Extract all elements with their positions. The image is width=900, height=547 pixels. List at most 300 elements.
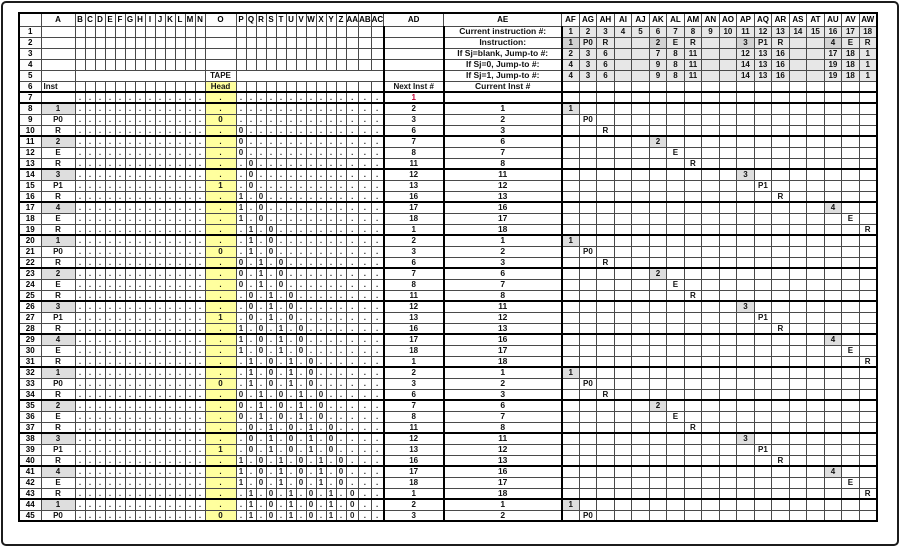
mark-cell-AS36[interactable] xyxy=(789,411,807,422)
mark-cell-AM31[interactable] xyxy=(684,356,702,367)
mark-cell-AS24[interactable] xyxy=(789,279,807,290)
tape-cell-C10[interactable]: . xyxy=(85,125,95,136)
current-inst-cell-AE11[interactable]: 6 xyxy=(444,136,562,147)
mark-cell-AP16[interactable] xyxy=(737,191,755,202)
tape-cell-Y16[interactable]: . xyxy=(326,191,336,202)
cell-C2[interactable] xyxy=(85,37,95,48)
mark-cell-AF20[interactable]: 1 xyxy=(562,235,580,246)
mark-cell-AS39[interactable] xyxy=(789,444,807,455)
tape-cell-F25[interactable]: . xyxy=(115,290,125,301)
tape-cell-M24[interactable]: . xyxy=(185,279,195,290)
mark-cell-AG25[interactable] xyxy=(579,290,597,301)
mark-cell-AR8[interactable] xyxy=(772,103,790,114)
next-inst-cell-AD32[interactable]: 2 xyxy=(384,367,444,378)
tape-cell-W31[interactable]: 0 xyxy=(306,356,316,367)
tape-cell-C17[interactable]: . xyxy=(85,202,95,213)
mark-cell-AI9[interactable] xyxy=(614,114,632,125)
mark-cell-AK37[interactable] xyxy=(649,422,667,433)
tape-cell-G35[interactable]: . xyxy=(125,400,135,411)
tape-cell-T24[interactable]: 0 xyxy=(276,279,286,290)
tape-cell-P36[interactable]: 0 xyxy=(236,411,246,422)
mark-cell-AJ7[interactable] xyxy=(632,92,650,103)
mark-cell-AV18[interactable]: E xyxy=(842,213,860,224)
mark-cell-AO45[interactable] xyxy=(719,510,737,521)
tape-cell-W21[interactable]: . xyxy=(306,246,316,257)
cell-L2[interactable] xyxy=(175,37,185,48)
cell-AU6[interactable] xyxy=(824,81,842,92)
mark-cell-AK36[interactable] xyxy=(649,411,667,422)
mark-cell-AI26[interactable] xyxy=(614,301,632,312)
mark-cell-AN29[interactable] xyxy=(702,334,720,345)
row-header-11[interactable]: 11 xyxy=(19,136,41,147)
head-cell-O30[interactable]: . xyxy=(205,345,236,356)
tape-cell-P11[interactable]: 0 xyxy=(236,136,246,147)
mark-cell-AT38[interactable] xyxy=(807,433,825,444)
cell-U1[interactable] xyxy=(286,26,296,37)
tape-cell-Y43[interactable]: 1 xyxy=(326,488,336,499)
tape-cell-W20[interactable]: . xyxy=(306,235,316,246)
row-header-33[interactable]: 33 xyxy=(19,378,41,389)
mark-cell-AJ8[interactable] xyxy=(632,103,650,114)
mark-cell-AV32[interactable] xyxy=(842,367,860,378)
tape-cell-N35[interactable]: . xyxy=(195,400,205,411)
tape-cell-D18[interactable]: . xyxy=(95,213,105,224)
mark-cell-AK8[interactable] xyxy=(649,103,667,114)
current-inst-cell-AE29[interactable]: 16 xyxy=(444,334,562,345)
tape-cell-H27[interactable]: . xyxy=(135,312,145,323)
mark-cell-AV29[interactable] xyxy=(842,334,860,345)
tape-cell-P14[interactable]: . xyxy=(236,169,246,180)
head-cell-O15[interactable]: 1 xyxy=(205,180,236,191)
tape-cell-N39[interactable]: . xyxy=(195,444,205,455)
tape-cell-C22[interactable]: . xyxy=(85,257,95,268)
mark-cell-AI45[interactable] xyxy=(614,510,632,521)
mark-cell-AI41[interactable] xyxy=(614,466,632,477)
tape-cell-W8[interactable]: . xyxy=(306,103,316,114)
tape-cell-L42[interactable]: . xyxy=(175,477,185,488)
mark-cell-AW41[interactable] xyxy=(859,466,877,477)
tape-cell-W41[interactable]: . xyxy=(306,466,316,477)
tape-cell-J42[interactable]: . xyxy=(155,477,165,488)
col-header-B[interactable]: B xyxy=(75,13,85,26)
tape-cell-P39[interactable]: . xyxy=(236,444,246,455)
mark-cell-AI27[interactable] xyxy=(614,312,632,323)
tape-cell-T14[interactable]: . xyxy=(276,169,286,180)
tape-cell-AB9[interactable]: . xyxy=(359,114,372,125)
tape-cell-D32[interactable]: . xyxy=(95,367,105,378)
mark-cell-AF13[interactable] xyxy=(562,158,580,169)
col-header-AW[interactable]: AW xyxy=(859,13,877,26)
tape-cell-C40[interactable]: . xyxy=(85,455,95,466)
cell-AA4[interactable] xyxy=(346,59,359,70)
head-cell-O22[interactable]: . xyxy=(205,257,236,268)
tape-cell-E28[interactable]: . xyxy=(105,323,115,334)
mark-cell-AW39[interactable] xyxy=(859,444,877,455)
tape-cell-L39[interactable]: . xyxy=(175,444,185,455)
tape-cell-AA34[interactable]: . xyxy=(346,389,359,400)
mark-cell-AH30[interactable] xyxy=(597,345,615,356)
mark-cell-AQ39[interactable]: P1 xyxy=(754,444,772,455)
tape-cell-T37[interactable]: . xyxy=(276,422,286,433)
tape-cell-G33[interactable]: . xyxy=(125,378,135,389)
mark-cell-AU42[interactable] xyxy=(824,477,842,488)
tape-cell-H8[interactable]: . xyxy=(135,103,145,114)
tape-cell-I38[interactable]: . xyxy=(145,433,155,444)
cell-M1[interactable] xyxy=(185,26,195,37)
tape-cell-I41[interactable]: . xyxy=(145,466,155,477)
mark-cell-AM24[interactable] xyxy=(684,279,702,290)
cell-Z3[interactable] xyxy=(336,48,346,59)
mark-cell-AP8[interactable] xyxy=(737,103,755,114)
tape-cell-Z29[interactable]: . xyxy=(336,334,346,345)
mark-cell-AW20[interactable] xyxy=(859,235,877,246)
cell-J3[interactable] xyxy=(155,48,165,59)
tape-cell-I14[interactable]: . xyxy=(145,169,155,180)
mark-cell-AR20[interactable] xyxy=(772,235,790,246)
mark-cell-AO17[interactable] xyxy=(719,202,737,213)
mark-cell-AO44[interactable] xyxy=(719,499,737,510)
tape-cell-K41[interactable]: . xyxy=(165,466,175,477)
cell-L1[interactable] xyxy=(175,26,185,37)
col-header-AO[interactable]: AO xyxy=(719,13,737,26)
tape-cell-T34[interactable]: 0 xyxy=(276,389,286,400)
mark-cell-AS45[interactable] xyxy=(789,510,807,521)
tape-cell-B22[interactable]: . xyxy=(75,257,85,268)
mark-cell-AS17[interactable] xyxy=(789,202,807,213)
mark-cell-AH35[interactable] xyxy=(597,400,615,411)
tape-cell-D39[interactable]: . xyxy=(95,444,105,455)
mark-cell-AW22[interactable] xyxy=(859,257,877,268)
mark-cell-AO39[interactable] xyxy=(719,444,737,455)
cell-AG4[interactable]: 3 xyxy=(579,59,597,70)
mark-cell-AQ44[interactable] xyxy=(754,499,772,510)
mark-cell-AJ35[interactable] xyxy=(632,400,650,411)
mark-cell-AK44[interactable] xyxy=(649,499,667,510)
mark-cell-AS10[interactable] xyxy=(789,125,807,136)
tape-cell-F18[interactable]: . xyxy=(115,213,125,224)
mark-cell-AR35[interactable] xyxy=(772,400,790,411)
tape-cell-G34[interactable]: . xyxy=(125,389,135,400)
mark-cell-AT45[interactable] xyxy=(807,510,825,521)
row-header-28[interactable]: 28 xyxy=(19,323,41,334)
cell-AL1[interactable]: 7 xyxy=(667,26,685,37)
tape-cell-Q7[interactable]: . xyxy=(246,92,256,103)
cell-AG6[interactable] xyxy=(579,81,597,92)
mark-cell-AP12[interactable] xyxy=(737,147,755,158)
tape-cell-N38[interactable]: . xyxy=(195,433,205,444)
head-cell-O16[interactable]: . xyxy=(205,191,236,202)
tape-cell-K37[interactable]: . xyxy=(165,422,175,433)
mark-cell-AQ33[interactable] xyxy=(754,378,772,389)
tape-cell-I32[interactable]: . xyxy=(145,367,155,378)
row-header-42[interactable]: 42 xyxy=(19,477,41,488)
tape-cell-Q32[interactable]: 1 xyxy=(246,367,256,378)
col-header-V[interactable]: V xyxy=(296,13,306,26)
mark-cell-AF11[interactable] xyxy=(562,136,580,147)
cell-Q3[interactable] xyxy=(246,48,256,59)
mark-cell-AO21[interactable] xyxy=(719,246,737,257)
mark-cell-AK39[interactable] xyxy=(649,444,667,455)
mark-cell-AO33[interactable] xyxy=(719,378,737,389)
mark-cell-AV44[interactable] xyxy=(842,499,860,510)
tape-cell-I9[interactable]: . xyxy=(145,114,155,125)
tape-cell-Z19[interactable]: . xyxy=(336,224,346,235)
col-header-AV[interactable]: AV xyxy=(842,13,860,26)
tape-cell-S34[interactable]: . xyxy=(266,389,276,400)
mark-cell-AV9[interactable] xyxy=(842,114,860,125)
mark-cell-AI15[interactable] xyxy=(614,180,632,191)
tape-cell-T13[interactable]: . xyxy=(276,158,286,169)
tape-cell-J19[interactable]: . xyxy=(155,224,165,235)
mark-cell-AL21[interactable] xyxy=(667,246,685,257)
mark-cell-AM15[interactable] xyxy=(684,180,702,191)
mark-cell-AP22[interactable] xyxy=(737,257,755,268)
row-header-14[interactable]: 14 xyxy=(19,169,41,180)
tape-cell-F30[interactable]: . xyxy=(115,345,125,356)
current-inst-cell-AE17[interactable]: 16 xyxy=(444,202,562,213)
mark-cell-AL35[interactable] xyxy=(667,400,685,411)
mark-cell-AU14[interactable] xyxy=(824,169,842,180)
mark-cell-AK42[interactable] xyxy=(649,477,667,488)
mark-cell-AL19[interactable] xyxy=(667,224,685,235)
mark-cell-AO13[interactable] xyxy=(719,158,737,169)
mark-cell-AS21[interactable] xyxy=(789,246,807,257)
row-header-5[interactable]: 5 xyxy=(19,70,41,81)
tape-cell-U8[interactable]: . xyxy=(286,103,296,114)
tape-cell-Y11[interactable]: . xyxy=(326,136,336,147)
mark-cell-AM30[interactable] xyxy=(684,345,702,356)
cell-AB6[interactable] xyxy=(359,81,372,92)
tape-cell-S21[interactable]: 0 xyxy=(266,246,276,257)
tape-cell-AC28[interactable]: . xyxy=(371,323,384,334)
tape-cell-V42[interactable]: 0 xyxy=(296,477,306,488)
tape-cell-L16[interactable]: . xyxy=(175,191,185,202)
tape-cell-M34[interactable]: . xyxy=(185,389,195,400)
head-cell-O34[interactable]: . xyxy=(205,389,236,400)
mark-cell-AG13[interactable] xyxy=(579,158,597,169)
tape-cell-F38[interactable]: . xyxy=(115,433,125,444)
mark-cell-AN42[interactable] xyxy=(702,477,720,488)
tape-cell-U14[interactable]: . xyxy=(286,169,296,180)
tape-cell-N19[interactable]: . xyxy=(195,224,205,235)
cell-AA2[interactable] xyxy=(346,37,359,48)
cell-AB4[interactable] xyxy=(359,59,372,70)
tape-cell-Y7[interactable]: . xyxy=(326,92,336,103)
tape-cell-AC20[interactable]: . xyxy=(371,235,384,246)
tape-cell-K20[interactable]: . xyxy=(165,235,175,246)
cell-AF2[interactable]: 1 xyxy=(562,37,580,48)
mark-cell-AJ9[interactable] xyxy=(632,114,650,125)
tape-cell-AA18[interactable]: . xyxy=(346,213,359,224)
tape-cell-V44[interactable]: . xyxy=(296,499,306,510)
tape-cell-L44[interactable]: . xyxy=(175,499,185,510)
tape-cell-D14[interactable]: . xyxy=(95,169,105,180)
mark-cell-AI42[interactable] xyxy=(614,477,632,488)
mark-cell-AR32[interactable] xyxy=(772,367,790,378)
tape-cell-E10[interactable]: . xyxy=(105,125,115,136)
tape-cell-X29[interactable]: . xyxy=(316,334,326,345)
next-inst-cell-AD41[interactable]: 17 xyxy=(384,466,444,477)
tape-cell-L9[interactable]: . xyxy=(175,114,185,125)
mark-cell-AQ42[interactable] xyxy=(754,477,772,488)
cell-AO2[interactable] xyxy=(719,37,737,48)
tape-cell-W23[interactable]: . xyxy=(306,268,316,279)
tape-cell-AC12[interactable]: . xyxy=(371,147,384,158)
tape-cell-T45[interactable]: . xyxy=(276,510,286,521)
cell-Y2[interactable] xyxy=(326,37,336,48)
mark-cell-AN15[interactable] xyxy=(702,180,720,191)
head-cell-O43[interactable]: . xyxy=(205,488,236,499)
mark-cell-AW11[interactable] xyxy=(859,136,877,147)
mark-cell-AG33[interactable]: P0 xyxy=(579,378,597,389)
inst-cell-A23[interactable]: 2 xyxy=(41,268,75,279)
mark-cell-AH25[interactable] xyxy=(597,290,615,301)
tape-cell-M35[interactable]: . xyxy=(185,400,195,411)
tape-cell-U22[interactable]: . xyxy=(286,257,296,268)
next-inst-cell-AD39[interactable]: 13 xyxy=(384,444,444,455)
tape-cell-P9[interactable]: . xyxy=(236,114,246,125)
tape-cell-Q28[interactable]: . xyxy=(246,323,256,334)
tape-cell-R23[interactable]: 1 xyxy=(256,268,266,279)
tape-cell-U43[interactable]: 1 xyxy=(286,488,296,499)
tape-cell-R42[interactable]: 0 xyxy=(256,477,266,488)
mark-cell-AF32[interactable]: 1 xyxy=(562,367,580,378)
mark-cell-AP11[interactable] xyxy=(737,136,755,147)
cell-AC4[interactable] xyxy=(371,59,384,70)
mark-cell-AP9[interactable] xyxy=(737,114,755,125)
tape-cell-Q27[interactable]: 0 xyxy=(246,312,256,323)
cell-H2[interactable] xyxy=(135,37,145,48)
cell-S2[interactable] xyxy=(266,37,276,48)
tape-cell-U36[interactable]: . xyxy=(286,411,296,422)
tape-cell-L40[interactable]: . xyxy=(175,455,185,466)
tape-cell-L32[interactable]: . xyxy=(175,367,185,378)
cell-F1[interactable] xyxy=(115,26,125,37)
tape-cell-D34[interactable]: . xyxy=(95,389,105,400)
mark-cell-AF44[interactable]: 1 xyxy=(562,499,580,510)
mark-cell-AW18[interactable] xyxy=(859,213,877,224)
cell-O3[interactable] xyxy=(205,48,236,59)
tape-cell-R19[interactable]: . xyxy=(256,224,266,235)
tape-cell-Z11[interactable]: . xyxy=(336,136,346,147)
inst-cell-A32[interactable]: 1 xyxy=(41,367,75,378)
tape-cell-AC17[interactable]: . xyxy=(371,202,384,213)
tape-cell-H31[interactable]: . xyxy=(135,356,145,367)
cell-K3[interactable] xyxy=(165,48,175,59)
next-inst-cell-AD13[interactable]: 11 xyxy=(384,158,444,169)
tape-cell-X33[interactable]: . xyxy=(316,378,326,389)
tape-cell-S40[interactable]: . xyxy=(266,455,276,466)
tape-cell-X31[interactable]: . xyxy=(316,356,326,367)
mark-cell-AV43[interactable] xyxy=(842,488,860,499)
mark-cell-AO31[interactable] xyxy=(719,356,737,367)
mark-cell-AN34[interactable] xyxy=(702,389,720,400)
tape-cell-F41[interactable]: . xyxy=(115,466,125,477)
mark-cell-AO24[interactable] xyxy=(719,279,737,290)
cell-Z4[interactable] xyxy=(336,59,346,70)
tape-cell-AA42[interactable]: . xyxy=(346,477,359,488)
tape-cell-M36[interactable]: . xyxy=(185,411,195,422)
tape-cell-U21[interactable]: . xyxy=(286,246,296,257)
cell-J4[interactable] xyxy=(155,59,165,70)
inst-cell-A17[interactable]: 4 xyxy=(41,202,75,213)
mark-cell-AM40[interactable] xyxy=(684,455,702,466)
cell-AN6[interactable] xyxy=(702,81,720,92)
mark-cell-AQ18[interactable] xyxy=(754,213,772,224)
tape-cell-AA21[interactable]: . xyxy=(346,246,359,257)
mark-cell-AI16[interactable] xyxy=(614,191,632,202)
tape-cell-B27[interactable]: . xyxy=(75,312,85,323)
mark-cell-AG27[interactable] xyxy=(579,312,597,323)
mark-cell-AH28[interactable] xyxy=(597,323,615,334)
mark-cell-AU38[interactable] xyxy=(824,433,842,444)
tape-cell-X13[interactable]: . xyxy=(316,158,326,169)
tape-cell-S23[interactable]: . xyxy=(266,268,276,279)
tape-cell-S9[interactable]: . xyxy=(266,114,276,125)
tape-cell-J17[interactable]: . xyxy=(155,202,165,213)
mark-cell-AK10[interactable] xyxy=(649,125,667,136)
tape-cell-B34[interactable]: . xyxy=(75,389,85,400)
mark-cell-AN26[interactable] xyxy=(702,301,720,312)
mark-cell-AF19[interactable] xyxy=(562,224,580,235)
mark-cell-AM41[interactable] xyxy=(684,466,702,477)
tape-cell-D11[interactable]: . xyxy=(95,136,105,147)
cell-F6[interactable] xyxy=(115,81,125,92)
tape-cell-H9[interactable]: . xyxy=(135,114,145,125)
tape-cell-N31[interactable]: . xyxy=(195,356,205,367)
tape-cell-H32[interactable]: . xyxy=(135,367,145,378)
mark-cell-AK24[interactable] xyxy=(649,279,667,290)
tape-cell-P38[interactable]: . xyxy=(236,433,246,444)
cell-V3[interactable] xyxy=(296,48,306,59)
next-inst-cell-AD14[interactable]: 12 xyxy=(384,169,444,180)
cell-AN2[interactable] xyxy=(702,37,720,48)
mark-cell-AO14[interactable] xyxy=(719,169,737,180)
mark-cell-AK19[interactable] xyxy=(649,224,667,235)
mark-cell-AK29[interactable] xyxy=(649,334,667,345)
mark-cell-AV35[interactable] xyxy=(842,400,860,411)
mark-cell-AO37[interactable] xyxy=(719,422,737,433)
cell-H6[interactable] xyxy=(135,81,145,92)
cell-M6[interactable] xyxy=(185,81,195,92)
tape-cell-C44[interactable]: . xyxy=(85,499,95,510)
tape-cell-E18[interactable]: . xyxy=(105,213,115,224)
tape-cell-AC44[interactable]: . xyxy=(371,499,384,510)
mark-cell-AQ22[interactable] xyxy=(754,257,772,268)
next-inst-cell-AD9[interactable]: 3 xyxy=(384,114,444,125)
tape-cell-AB17[interactable]: . xyxy=(359,202,372,213)
mark-cell-AK34[interactable] xyxy=(649,389,667,400)
tape-cell-AB35[interactable]: . xyxy=(359,400,372,411)
tape-cell-D43[interactable]: . xyxy=(95,488,105,499)
mark-cell-AU12[interactable] xyxy=(824,147,842,158)
mark-cell-AS9[interactable] xyxy=(789,114,807,125)
mark-cell-AN24[interactable] xyxy=(702,279,720,290)
cell-X1[interactable] xyxy=(316,26,326,37)
mark-cell-AH11[interactable] xyxy=(597,136,615,147)
tape-cell-U31[interactable]: 1 xyxy=(286,356,296,367)
mark-cell-AR23[interactable] xyxy=(772,268,790,279)
mark-cell-AI40[interactable] xyxy=(614,455,632,466)
mark-cell-AL26[interactable] xyxy=(667,301,685,312)
tape-cell-N11[interactable]: . xyxy=(195,136,205,147)
col-header-T[interactable]: T xyxy=(276,13,286,26)
tape-cell-L45[interactable]: . xyxy=(175,510,185,521)
cell-K1[interactable] xyxy=(165,26,175,37)
mark-cell-AU30[interactable] xyxy=(824,345,842,356)
tape-cell-AA20[interactable]: . xyxy=(346,235,359,246)
cell-AI1[interactable]: 4 xyxy=(614,26,632,37)
